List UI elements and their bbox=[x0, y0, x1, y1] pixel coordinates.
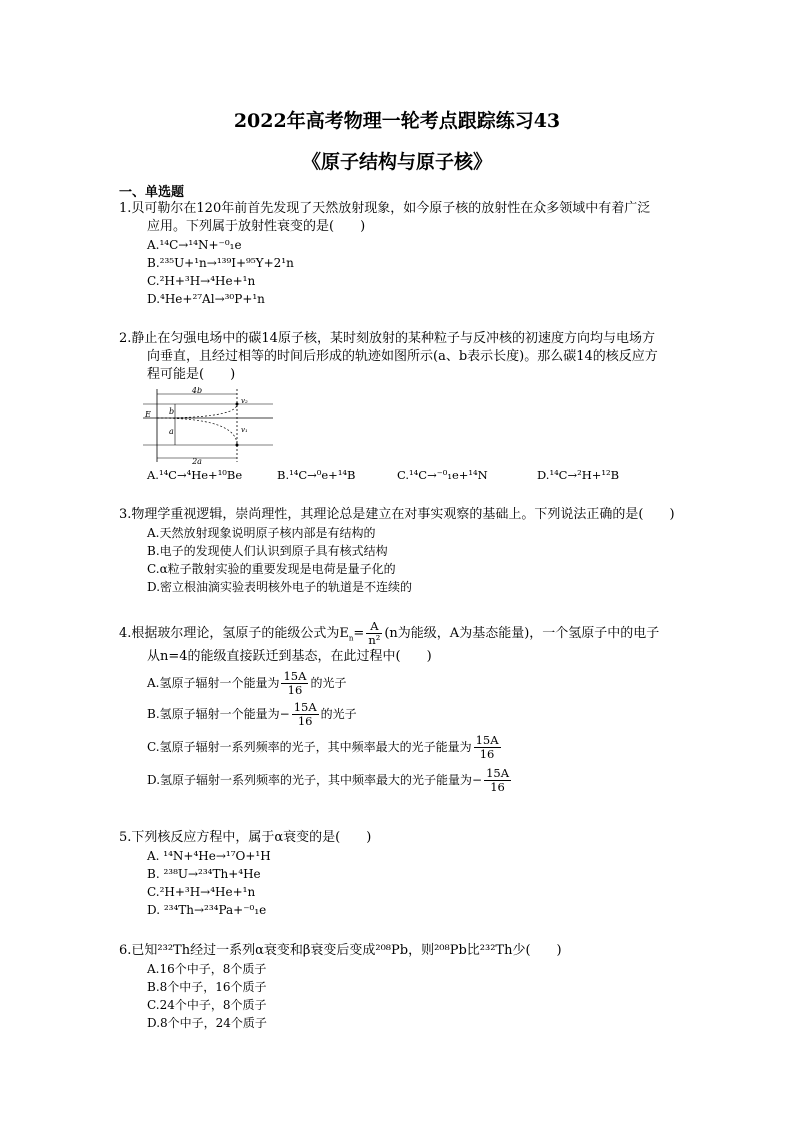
q5-option-b: B. ²³⁸U→²³⁴Th+⁴He bbox=[147, 867, 261, 881]
question-2 bbox=[119, 330, 699, 384]
q1-stem-line1: 1.贝可勒尔在120年前首先发现了天然放射现象，如今原子核的放射性在众多领域中有着广泛 bbox=[119, 201, 651, 216]
question-6 bbox=[119, 942, 699, 1032]
q1-option-d: D.⁴He+²⁷Al→³⁰P+¹n bbox=[147, 292, 265, 306]
q6-option-b: B.8个中子，16个质子 bbox=[147, 980, 267, 994]
q2-options bbox=[119, 466, 699, 484]
label-a: a bbox=[169, 427, 174, 436]
trajectory-diagram bbox=[143, 387, 273, 464]
page-title: 2022年高考物理一轮考点跟踪练习43 bbox=[233, 110, 561, 132]
q5-option-d: D. ²³⁴Th→²³⁴Pa+⁻⁰₁e bbox=[147, 903, 267, 917]
q5-option-c: C.²H+³H→⁴He+¹n bbox=[147, 885, 256, 899]
question-4 bbox=[119, 620, 699, 794]
q4-option-b: B.氢原子辐射一个能量为− $\frac{15A}{16}$ 的光子 bbox=[147, 699, 357, 728]
q4-option-c: C.氢原子辐射一系列频率的光子，其中频率最大的光子能量为 $\frac{15A}{16}$ bbox=[147, 732, 499, 761]
label-v1: v₁ bbox=[241, 426, 248, 434]
q3-option-a: A.天然放射现象说明原子核内部是有结构的 bbox=[147, 526, 376, 540]
page-subtitle: 《原子结构与原子核》 bbox=[301, 151, 492, 173]
q4-option-d: D.氢原子辐射一系列频率的光子，其中频率最大的光子能量为− $\frac{15A}{16}$ bbox=[147, 765, 510, 794]
question-5 bbox=[119, 829, 699, 919]
q6-option-d: D.8个中子，24个质子 bbox=[147, 1016, 267, 1030]
q3-option-b: B.电子的发现使人们认识到原子具有核式结构 bbox=[147, 544, 388, 558]
q1-option-b: B.²³⁵U+¹n→¹³⁹I+⁹⁵Y+2¹n bbox=[147, 256, 294, 270]
label-2a: 2a bbox=[192, 457, 202, 464]
q6-option-c: C.24个中子，8个质子 bbox=[147, 998, 267, 1012]
question-3 bbox=[119, 506, 699, 596]
q5-stem: 5.下列核反应方程中，属于α衰变的是( ) bbox=[119, 830, 372, 845]
q1-option-c: C.²H+³H→⁴He+¹n bbox=[147, 274, 256, 288]
question-1 bbox=[119, 200, 699, 308]
q2-stem-line3: 程可能是( ) bbox=[147, 367, 236, 382]
q4-stem-line1: 4.根据玻尔理论，氢原子的能级公式为$E_n=$ $\frac{A}{\text{n²}}$ (n为能级，A为基态能量)，一个氢原子中的电子 bbox=[119, 619, 660, 647]
q1-option-a: A.¹⁴C→¹⁴N+⁻⁰₁e bbox=[147, 238, 242, 252]
q3-option-c: C.α粒子散射实验的重要发现是电荷是量子化的 bbox=[147, 562, 396, 576]
label-b: b bbox=[169, 407, 175, 416]
q2-option-d: D.¹⁴C→²H+¹²B bbox=[537, 468, 620, 482]
label-v2: v₂ bbox=[241, 397, 248, 405]
section-heading: 一、单选题 bbox=[119, 185, 185, 200]
q2-option-c: C.¹⁴C→⁻⁰₁e+¹⁴N bbox=[397, 468, 488, 482]
q4-option-a: A.氢原子辐射一个能量为 $\frac{15A}{16}$ 的光子 bbox=[147, 668, 347, 697]
q2-option-a: A.¹⁴C→⁴He+¹⁰Be bbox=[147, 468, 243, 482]
label-4b: 4b bbox=[191, 387, 203, 395]
q4-stem-line2: 从n=4的能级直接跃迁到基态，在此过程中( ) bbox=[147, 648, 432, 664]
q2-stem-line2: 向垂直，且经过相等的时间后形成的轨迹如图所示(a、b表示长度)。那么碳14的核反应方 bbox=[147, 349, 658, 364]
q5-option-a: A. ¹⁴N+⁴He→¹⁷O+¹H bbox=[147, 849, 271, 863]
q3-option-d: D.密立根油滴实验表明核外电子的轨道是不连续的 bbox=[147, 580, 413, 594]
q1-stem-line2: 应用。下列属于放射性衰变的是( ) bbox=[147, 219, 366, 234]
q3-stem: 3.物理学重视逻辑，崇尚理性，其理论总是建立在对事实观察的基础上。下列说法正确的是( ) bbox=[119, 507, 675, 522]
q2-stem-line1: 2.静止在匀强电场中的碳14原子核，某时刻放射的某种粒子与反冲核的初速度方向均与电场方 bbox=[119, 331, 655, 346]
q6-stem: 6.已知²³²Th经过一系列α衰变和β衰变后变成²⁰⁸Pb，则²⁰⁸Pb比²³²Th少( ) bbox=[119, 943, 562, 958]
q4-energy-fraction: $\frac{A}{\text{n²}}$ bbox=[368, 619, 381, 647]
label-E: E bbox=[145, 410, 151, 419]
q2-option-b: B.¹⁴C→⁰e+¹⁴B bbox=[277, 468, 356, 482]
q6-option-a: A.16个中子，8个质子 bbox=[147, 962, 267, 976]
